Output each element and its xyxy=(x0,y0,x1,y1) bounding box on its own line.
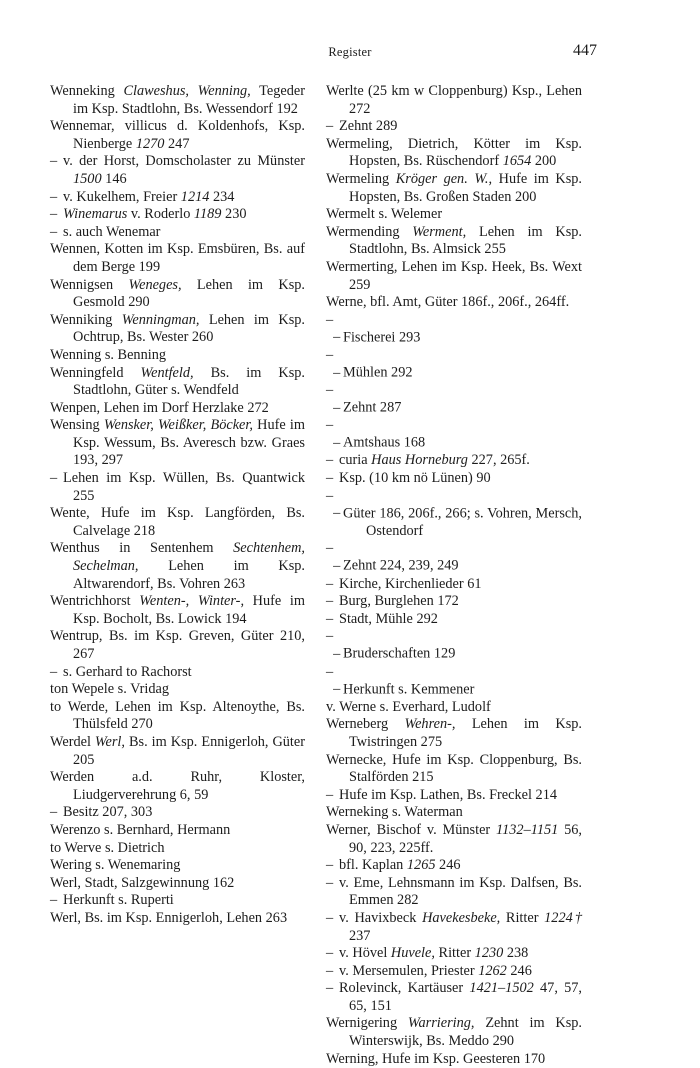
entry-text-italic: Havekesbeke, xyxy=(422,909,501,926)
entry-text: 230 xyxy=(221,206,247,223)
entry-text: 227, 265f. xyxy=(467,452,530,469)
entry-text: curia xyxy=(339,452,372,469)
entry-text-italic: Wenten-, Winter-, xyxy=(139,593,245,610)
index-entry xyxy=(326,716,582,751)
entry-text: Werneberg xyxy=(326,716,405,733)
index-subentry xyxy=(326,963,582,981)
index-column-left xyxy=(50,83,305,928)
continuation-dash: – xyxy=(50,206,58,223)
index-entry xyxy=(50,593,305,628)
index-entry xyxy=(326,804,582,822)
index-entry xyxy=(326,1015,582,1050)
entry-text-italic: Wentfeld, xyxy=(140,364,194,381)
entry-text: Kirche, Kirchenlieder 61 xyxy=(339,575,482,592)
index-entry xyxy=(326,83,582,118)
index-subentry xyxy=(326,910,582,945)
entry-text: v. Eme, Lehnsmann im Ksp. Dalfsen, Bs. Emmen 282 xyxy=(339,874,582,909)
entry-text: 200 xyxy=(531,153,557,170)
entry-text-italic: Wenningman, xyxy=(121,311,200,328)
entry-text: ton Wepele s. Vridag xyxy=(50,681,169,698)
entry-text-italic: Werl, xyxy=(94,733,125,750)
index-subentry xyxy=(326,664,582,699)
entry-text: Hufe im Ksp. Hopsten, Bs. Großen Staden 200 xyxy=(349,170,582,205)
entry-text-italic: Wensker, Weißker, Böcker, xyxy=(103,417,253,434)
entry-text: Lehen im Ksp. Ochtrup, Bs. Wester 260 xyxy=(73,311,305,346)
continuation-dash: – xyxy=(50,804,58,821)
index-entry xyxy=(50,400,305,418)
continuation-dash: – xyxy=(50,188,58,205)
index-subentry xyxy=(50,892,305,910)
index-entry xyxy=(326,752,582,787)
entry-text: 247 xyxy=(164,135,190,152)
index-entry xyxy=(50,910,305,928)
entry-text: Ritter xyxy=(500,909,545,926)
index-entry xyxy=(326,136,582,171)
entry-text: Stadt, Mühle 292 xyxy=(339,610,438,627)
index-subentry xyxy=(50,664,305,682)
entry-text: s. auch Wenemar xyxy=(63,223,161,240)
entry-text: Bruderschaften 129 xyxy=(343,646,456,662)
continuation-dash: – xyxy=(326,118,334,135)
continuation-dash: – xyxy=(326,786,334,803)
index-entry xyxy=(50,365,305,400)
entry-text: Werenzo s. Bernhard, Hermann xyxy=(50,821,231,838)
entry-text: Wenpen, Lehen im Dorf Herzlake 272 xyxy=(50,399,269,416)
entry-text: Wenning s. Benning xyxy=(50,346,166,363)
entry-text-italic: Claweshus, Wenning, xyxy=(123,83,251,99)
index-entry xyxy=(50,699,305,734)
entry-text: Wente, Hufe im Ksp. Langförden, Bs. Calvelage 218 xyxy=(50,505,305,539)
entry-text: Werning, Hufe im Ksp. Geesteren 170 xyxy=(326,1050,546,1067)
index-entry xyxy=(50,118,305,153)
index-subentry xyxy=(326,118,582,136)
index-entry xyxy=(50,417,305,470)
continuation-dash: – xyxy=(326,945,334,962)
continuation-dash: – xyxy=(326,575,334,592)
entry-text: Lehen im Ksp. Twistringen 275 xyxy=(349,716,583,750)
index-entry xyxy=(50,277,305,312)
entry-text: Zehnt 224, 239, 249 xyxy=(343,558,459,575)
entry-text: v. Roderlo xyxy=(127,206,194,223)
index-subentry xyxy=(50,189,305,207)
entry-text: 56, 90, 223, 225ff. xyxy=(349,821,582,856)
continuation-dash: – – xyxy=(326,311,341,346)
entry-text: Wenneking xyxy=(50,83,124,99)
entry-text: Lehen im Ksp. Stadtlohn, Bs. Almsick 255 xyxy=(349,223,582,258)
continuation-dash: – – xyxy=(326,628,341,662)
entry-text: to Werde, Lehen im Ksp. Altenoythe, Bs. Thülsfeld 270 xyxy=(50,698,305,733)
continuation-dash: – xyxy=(326,470,334,487)
index-subentry xyxy=(326,945,582,963)
entry-text: v. Kukelhem, Freier xyxy=(63,188,181,205)
entry-text: 246 xyxy=(506,962,532,979)
entry-text: Lehen im Ksp. Gesmold 290 xyxy=(73,276,305,311)
entry-text: Herkunft s. Ruperti xyxy=(63,892,174,909)
entry-text: Wermending xyxy=(326,223,413,240)
index-subentry xyxy=(326,980,582,1015)
entry-text: Mühlen 292 xyxy=(343,364,413,381)
entry-text: to Werve s. Dietrich xyxy=(50,839,165,856)
page-number: 447 xyxy=(573,42,597,59)
entry-text-italic: 1421–1502 xyxy=(469,980,534,997)
continuation-dash: – xyxy=(326,909,334,926)
entry-text: Zehnt 287 xyxy=(343,399,402,416)
index-subentry xyxy=(50,224,305,242)
index-subentry xyxy=(326,452,582,470)
index-entry xyxy=(50,540,305,593)
index-subentry xyxy=(326,470,582,488)
entry-text-italic: Werment, xyxy=(412,223,467,240)
entry-text: v. Werne s. Everhard, Ludolf xyxy=(326,698,491,715)
entry-text: Werner, Bischof v. Münster xyxy=(326,821,497,838)
index-entry xyxy=(326,171,582,206)
entry-text: 237 xyxy=(349,927,371,944)
entry-text: Hufe im Ksp. Bocholt, Bs. Lowick 194 xyxy=(73,593,305,627)
entry-text: Wentrichhorst xyxy=(50,593,140,610)
entry-text: Hufe im Ksp. Wessum, Bs. Averesch bzw. Graes 193, 297 xyxy=(73,417,305,469)
entry-text: Wering s. Wenemaring xyxy=(50,857,181,874)
index-subentry xyxy=(326,488,582,541)
entry-text: 47, 57, 65, 151 xyxy=(349,980,583,1014)
continuation-dash: – – xyxy=(326,417,341,451)
entry-text: Wernigering xyxy=(326,1015,408,1032)
entry-text: Amtshaus 168 xyxy=(343,434,426,451)
index-column-right xyxy=(326,83,582,1068)
entry-text: Herkunft s. Kemmener xyxy=(343,681,475,698)
entry-text: Besitz 207, 303 xyxy=(63,804,153,821)
index-subentry xyxy=(326,347,582,382)
entry-text-italic: Kröger gen. W., xyxy=(395,170,493,187)
index-entry xyxy=(50,875,305,893)
index-entry xyxy=(50,769,305,804)
continuation-dash: – xyxy=(326,980,334,997)
index-entry xyxy=(326,206,582,224)
running-title: Register xyxy=(328,45,372,59)
entry-text: Hufe im Ksp. Lathen, Bs. Freckel 214 xyxy=(339,786,557,803)
continuation-dash: – xyxy=(50,223,58,240)
entry-text: Lehen im Ksp. Wüllen, Bs. Quantwick 255 xyxy=(63,470,305,504)
continuation-dash: – – xyxy=(326,540,341,575)
index-subentry xyxy=(50,206,305,224)
continuation-dash: – xyxy=(326,962,334,979)
entry-text-italic: 1654 xyxy=(502,153,532,170)
index-entry xyxy=(50,734,305,769)
entry-text-italic: Huvele, xyxy=(390,945,435,962)
index-entry xyxy=(326,224,582,259)
entry-text: Werl, Bs. im Ksp. Ennigerloh, Lehen 263 xyxy=(50,909,288,926)
index-subentry xyxy=(50,470,305,505)
index-subentry xyxy=(326,417,582,452)
entry-text: bfl. Kaplan xyxy=(339,857,407,874)
continuation-dash: – xyxy=(50,892,58,909)
entry-text: Wenniking xyxy=(50,311,122,328)
index-subentry xyxy=(326,593,582,611)
entry-text-italic: 1270 xyxy=(135,135,165,152)
entry-text: Fischerei 293 xyxy=(343,329,421,346)
index-subentry xyxy=(326,382,582,417)
entry-text: 246 xyxy=(435,857,461,874)
entry-text: Zehnt im Ksp. Winterswijk, Bs. Meddo 290 xyxy=(349,1015,582,1050)
entry-text-italic: 1265 xyxy=(406,857,436,874)
entry-text: Werneking s. Waterman xyxy=(326,804,463,821)
entry-text: Wermelt s. Welemer xyxy=(326,206,443,223)
entry-text-italic: Winemarus xyxy=(63,206,128,223)
entry-text-italic: 1214 xyxy=(180,188,210,205)
entry-text-italic: 1189 xyxy=(193,206,222,223)
entry-text-italic: 1224† xyxy=(544,909,582,926)
index-entry xyxy=(50,83,305,118)
continuation-dash: – – xyxy=(326,663,341,698)
index-subentry xyxy=(326,787,582,805)
continuation-dash: – xyxy=(326,874,334,891)
entry-text: 146 xyxy=(101,170,127,187)
index-entry xyxy=(50,312,305,347)
entry-text: Lehen im Ksp. Altwarendorf, Bs. Vohren 263 xyxy=(73,558,305,592)
index-subentry xyxy=(50,804,305,822)
entry-text: Wermeling, Dietrich, Kötter im Ksp. Hopsten, Bs. Rüschendorf xyxy=(326,135,582,170)
entry-text: s. Gerhard to Rachorst xyxy=(63,663,192,680)
entry-text: Rolevinck, Kartäuser xyxy=(339,980,470,997)
continuation-dash: – xyxy=(326,610,334,627)
continuation-dash: – – xyxy=(326,487,341,522)
index-entry xyxy=(50,241,305,276)
entry-text: Werne, bfl. Amt, Güter 186f., 206f., 264ff. xyxy=(326,294,570,311)
index-subentry xyxy=(50,153,305,188)
entry-text-italic: 1500 xyxy=(73,170,102,187)
entry-text: Güter 186, 206f., 266; s. Vohren, Mersch, Ostendorf xyxy=(343,505,582,539)
index-entry xyxy=(50,840,305,858)
entry-text: Wennen, Kotten im Ksp. Emsbüren, Bs. auf dem Berge 199 xyxy=(50,241,305,275)
index-entry xyxy=(326,259,582,294)
entry-text-italic: 1230 xyxy=(474,945,504,962)
entry-text-italic: 1262 xyxy=(478,962,507,979)
index-subentry xyxy=(326,540,582,575)
entry-text-italic: 1132–1151 xyxy=(496,821,559,838)
entry-text: Wentrup, Bs. im Ksp. Greven, Güter 210, 267 xyxy=(50,628,305,662)
continuation-dash: – xyxy=(326,593,334,610)
entry-text: Burg, Burglehen 172 xyxy=(339,593,459,610)
entry-text: Wermeling xyxy=(326,170,396,187)
entry-text: Ksp. (10 km nö Lünen) 90 xyxy=(339,470,491,487)
entry-text: Bs. im Ksp. Stadtlohn, Güter s. Wendfeld xyxy=(73,364,305,399)
continuation-dash: – xyxy=(326,857,334,874)
entry-text: v. der Horst, Domscholaster zu Münster xyxy=(63,153,305,170)
index-entry xyxy=(50,628,305,663)
continuation-dash: – xyxy=(326,452,334,469)
entry-text-italic: Wehren-, xyxy=(404,716,456,733)
entry-text-italic: Sechtenhem, Sechelman, xyxy=(73,540,305,575)
index-subentry xyxy=(326,857,582,875)
entry-text: Tegeder im Ksp. Stadtlohn, Bs. Wessendorf 192 xyxy=(73,83,305,117)
entry-text: Wennigsen xyxy=(50,276,129,293)
index-entry xyxy=(326,294,582,312)
entry-text: v. Havixbeck xyxy=(339,909,423,926)
index-subentry xyxy=(326,611,582,629)
index-entry xyxy=(50,822,305,840)
index-subentry xyxy=(326,628,582,663)
entry-text-italic: Warriering, xyxy=(407,1015,475,1032)
entry-text: v. Hövel xyxy=(339,945,391,962)
entry-text: 234 xyxy=(209,188,235,205)
continuation-dash: – xyxy=(50,663,58,680)
entry-text: Werdel xyxy=(50,733,95,750)
entry-text: Wermerting, Lehen im Ksp. Heek, Bs. Wext 259 xyxy=(326,258,582,293)
index-entry xyxy=(50,505,305,540)
entry-text: Wenthus in Sentenhem xyxy=(50,540,234,557)
entry-text: Wenningfeld xyxy=(50,364,141,381)
index-entry xyxy=(326,822,582,857)
index-subentry xyxy=(326,875,582,910)
entry-text: Ritter xyxy=(434,945,475,962)
index-entry xyxy=(326,699,582,717)
index-entry xyxy=(50,681,305,699)
index-subentry xyxy=(326,576,582,594)
entry-text: Wernecke, Hufe im Ksp. Cloppenburg, Bs. Stalförden 215 xyxy=(326,751,582,786)
entry-text: Werlte (25 km w Cloppenburg) Ksp., Lehen 272 xyxy=(326,83,582,117)
entry-text: Wensing xyxy=(50,417,104,434)
index-entry xyxy=(50,857,305,875)
continuation-dash: – xyxy=(50,153,58,170)
entry-text: Zehnt 289 xyxy=(339,118,398,135)
entry-text: Werden a.d. Ruhr, Kloster, Liudgerverehrung 6, 59 xyxy=(50,769,305,803)
entry-text: v. Mersemulen, Priester xyxy=(339,962,479,979)
continuation-dash: – – xyxy=(326,382,341,416)
index-subentry xyxy=(326,312,582,347)
entry-text: Werl, Stadt, Salzgewinnung 162 xyxy=(50,874,235,891)
entry-text: Wennemar, villicus d. Koldenhofs, Ksp. Nienberge xyxy=(50,118,305,152)
entry-text-italic: Weneges, xyxy=(128,276,182,293)
entry-text: 238 xyxy=(503,945,529,962)
index-entry xyxy=(326,1051,582,1068)
entry-text: Bs. im Ksp. Ennigerloh, Güter 205 xyxy=(73,733,305,768)
index-entry xyxy=(50,347,305,365)
entry-text-italic: Haus Horneburg xyxy=(371,452,468,469)
continuation-dash: – xyxy=(50,470,58,487)
continuation-dash: – – xyxy=(326,346,341,381)
